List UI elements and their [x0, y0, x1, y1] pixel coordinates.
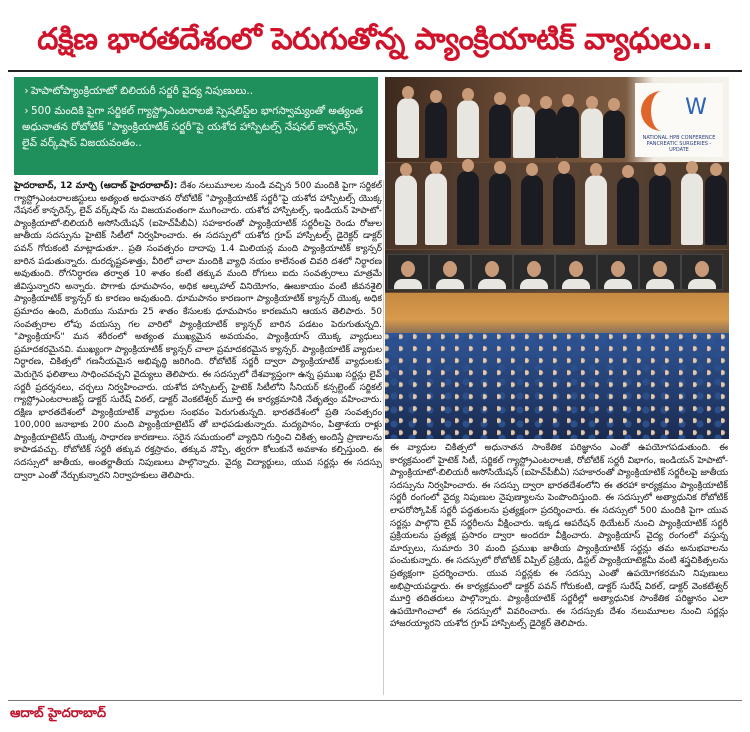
logo-swoosh-icon	[641, 91, 683, 131]
speaker-tile	[681, 254, 723, 290]
person-figure	[513, 106, 535, 158]
logo-text: NATIONAL HPB CONFERENCE PANCREATIC SURGERIES - UPDATE	[642, 135, 716, 153]
person-figure	[617, 177, 639, 245]
bullet-icon: ›	[24, 105, 29, 117]
conference-logo	[635, 83, 723, 157]
headline-rule	[8, 70, 742, 72]
person-figure	[457, 100, 479, 158]
article-text-left: దేశం నలుమూలల నుండి వచ్చిన 500 మందికి పైగా సర్జికల్ గ్యాస్ట్రోఎంటరాలజిస్టులు అత్యంత అధునాతన రోబోటిక్ "ప్యాంక్రియాటిక్ సర్జరీ"పై యశోద హాస్పిటల్స్ యొక్క నేషనల్ కాన్ఫరెన్స్, లైవ్ వర్క్‌షాప్ ను విజయవంతంగా ముగించారు. యశోద హాస్పిటల్స్, ఇండియన్ హెపాటో-ప్యాంక్రియాటో-బిలియరీ అసోసియేషన్ (ఐహెచ్‌పీబీఏ) సహకారంతో ప్యాంక్రియాటిక్ సర్జరీలపై రెండు రోజుల జాతీయ సదస్సును హైటెక్ సిటీలో నిర్వహించారు. ఈ సదస్సులో యశోద గ్రూప్ హాస్పిటల్స్ డైరెక్టర్ డాక్టర్ పవన్ గోరుకంటి మాట్లాడుతూ.. ప్రతి సంవత్సరం దాదాపు 1.4 మిలియన్ల మంది ప్యాంక్రియాటిక్ క్యాన్సర్ బారిన పడుతున్నారు. దురదృష్టవశాత్తు, వీరిలో చాలా మందికి వ్యాధి నయం కాలేనంత చివరి దశలో నిర్ధారణ అవుతుంది. రోగనిర్ధారణ తర్వాత 10 శాతం కంటే తక్కువ మంది రోగులు ఐదు సంవత్సరాలు మాత్రమే జీవిస్తున్నారని అన్నారు. పొగాకు ధూమపానం, అధిక ఆల్కహాల్ వినియోగం, ఊబకాయం వంటి జీవనశైలి ప్యాంక్రియాటిక్ క్యాన్సర్ కు కారణం అవుతుంది. ధూమపానం కారణంగా ప్యాంక్రియాటిక్ క్యాన్సర్ యొక్క అధిక ప్రమాదం ఉంది, మరియు సుమారు 25 శాతం కేసులకు ధూమపానం కారణమని ఆయన తెలిపారు. 50 సంవత్సరాల లోపు వయస్సు గల వారిలో ప్యాంక్రియాటిక్ క్యాన్సర్ బారిన పడటం పెరుగుతున్నది. "ప్యాంక్రియాస్" మన శరీరంలో అత్యంత ముఖ్యమైన అవయవం, ప్యాంక్రియాస్ యొక్క వ్యాధులు ప్రమాదకరమైనవి. ముఖ్యంగా ప్యాంక్రియాటిక్ క్యాన్సర్ చాలా ప్రమాదకరమైన క్యాన్సర్. ప్యాంక్రియాటిక్ వ్యాధుల నిర్ధారణ, చికిత్సలో గణనీయమైన అభివృద్ధి జరిగింది. రోబోటిక్ సర్జరీ ద్వారా ప్యాంక్రియాటిక్ వ్యాధులకు మెరుగైన ఫలితాలు సాధించవచ్చని వైద్యులు తెలిపారు. ఈ సదస్సులో దేశవ్యాప్తంగా ఉన్న ప్రముఖ సర్జన్లు లైవ్ సర్జరీ ప్రదర్శనలు, చర్చలు నిర్వహించారు. యశోద హాస్పిటల్స్ హైటెక్ సిటీలోని సీనియర్ కన్సల్టెంట్ సర్జికల్ గ్యాస్ట్రోఎంటరాలజిస్ట్ డాక్టర్ సురేష్ విఠల్, డాక్టర్ వెంకటేశ్వర్ మూర్తి ఈ కార్యక్రమానికి నేతృత్వం వహించారు. దక్షిణ భారతదేశంలో ప్యాంక్రియాటిక్ వ్యాధుల సంభవం పెరుగుతున్నది. భారతదేశంలో ప్రతి సంవత్సరం 100,000 జనాభాకు 200 మంది ప్యాంక్రియాటైటిస్ తో బాధపడుతున్నారు. మద్యపానం, పిత్తాశయ రాళ్లు ప్యాంక్రియాటైటిస్ యొక్క సాధారణ కారణాలు. సరైన సమయంలో వ్యాధిని గుర్తించి చికిత్స అందిస్తే ప్రాణాలను కాపాడవచ్చు. రోబోటిక్ సర్జరీ తక్కువ రక్తస్రావం, తక్కువ నొప్పి, త్వరగా కోలుకునే అవకాశం కల్పిస్తుంది. ఈ సదస్సులో జాతీయ, అంతర్జాతీయ నిపుణులు పాల్గొన్నారు. వైద్య విద్యార్థులు, యువ సర్జన్లు ఈ సదస్సు ద్వారా ఎంతో నేర్చుకున్నారని నిర్వాహకులు తెలిపారు.	[14, 181, 382, 481]
dateline: హైదరాబాద్, 12 మార్చి (ఆదాబ్ హైదరాబాద్):	[14, 181, 178, 191]
person-figure	[557, 106, 579, 158]
deck-text-2: 500 మందికి పైగా సర్జికల్ గ్యాస్ట్రోఎంటరాలజీ స్పెషలిస్ట్‌ల భాగస్వామ్యంతో అత్యంత అధునాతన రోబోటిక్ "ప్యాంక్రియాటిక్ సర్జరీ"పై యశోద హాస్పిటల్స్ నేషనల్ కాన్ఫరెన్స్, లైవ్ వర్క్‌షాప్ విజయవంతం..	[22, 105, 363, 149]
photo-lamp-lighting	[385, 77, 729, 162]
person-figure	[581, 108, 603, 158]
person-figure	[649, 175, 671, 245]
speaker-tile	[555, 254, 597, 290]
person-figure	[705, 175, 727, 245]
speaker-tile	[387, 254, 429, 290]
speaker-tile	[471, 254, 513, 290]
source-credit: ఆదాబ్ హైదరాబాద్	[10, 706, 107, 721]
person-figure	[585, 175, 607, 245]
photo-speaker-tiles	[385, 250, 729, 292]
article-body-right: ఈ వ్యాధుల చికిత్సలో అధునాతన సాంకేతిక పరిజ్ఞానం ఎంతో ఉపయోగపడుతుంది. ఈ కార్యక్రమంలో హైటెక్ సిటీ, సర్జికల్ గ్యాస్ట్రోఎంటరాలజీ, రోబోటిక్ సర్జరీ విభాగం, ఇండియన్ హెపాటో-ప్యాంక్రియాటో-బిలియరీ అసోసియేషన్ (ఐహెచ్‌పీబీఏ) సహకారంతో ప్యాంక్రియాటిక్ సర్జరీలపై జాతీయ సదస్సును నిర్వహించారు. ఈ సదస్సు ద్వారా భారతదేశంలోని ఈ తరహా కార్యక్రమం ప్యాంక్రియాటిక్ సర్జరీ రంగంలో వైద్య నిపుణుల నైపుణ్యాలను పెంపొందిస్తుంది. ఈ సదస్సులో అత్యాధునిక రోబోటిక్ లాపరోస్కోపిక్ సర్జరీ పద్ధతులను ప్రత్యక్షంగా ప్రదర్శించారు. ఈ సదస్సులో 500 మందికి పైగా యువ సర్జన్లు పాల్గొని లైవ్ సర్జరీలను వీక్షించారు. ఇక్కడ ఆపరేషన్ థియేటర్ నుంచి ప్యాంక్రియాటిక్ సర్జరీ ప్రక్రియలను ప్రత్యక్ష ప్రసారం ద్వారా అందరూ వీక్షించారు. ప్యాంక్రియాస్ వైద్య రంగంలో వస్తున్న మార్పులు, సుమారు 30 మంది ప్రముఖ జాతీయ ప్యాంక్రియాటిక్ సర్జన్లు తమ అనుభవాలను పంచుకున్నారు. ఈ సదస్సులో రోబోటిక్ విప్పిల్ ప్రక్రియ, డిస్టల్ ప్యాంక్రియాటెక్టమీ వంటి శస్త్రచికిత్సలను ప్రత్యక్షంగా ప్రదర్శించారు. యువ సర్జన్లకు ఈ సదస్సు ఎంతో ఉపయోగకరమని నిపుణులు అభిప్రాయపడ్డారు. ఈ కార్యక్రమంలో డాక్టర్ పవన్ గోరుకంటి, డాక్టర్ సురేష్ విఠల్, డాక్టర్ వెంకటేశ్వర్ మూర్తి తదితరులు పాల్గొన్నారు. ప్యాంక్రియాటిక్ సర్జరీల్లో అత్యాధునిక సాంకేతిక పరిజ్ఞానం ఎలా ఉపయోగించాలో ఈ సదస్సులో వివరించారు. ఈ సదస్సుకు దేశం నలుమూలల నుంచి సర్జన్లు హాజరయ్యారని యశోద గ్రూప్ హాస్పిటల్స్ డైరెక్టర్ తెలిపారు.	[390, 443, 728, 630]
person-figure	[535, 108, 557, 158]
deck-text-1: హెపాటోప్యాంక్రియాటో బిలియరీ సర్జరీ వైద్య నిపుణులు..	[31, 85, 254, 97]
article-body-left	[14, 180, 382, 695]
photo-auditorium-audience	[385, 293, 729, 439]
person-figure	[425, 102, 447, 158]
column-divider	[383, 180, 384, 695]
speaker-tile	[597, 254, 639, 290]
audience-crowd	[385, 333, 729, 439]
speaker-tile	[429, 254, 471, 290]
deck-line-1	[22, 83, 370, 99]
logo-w-icon: W	[685, 95, 707, 120]
person-figure	[521, 175, 543, 245]
deck-line-2	[22, 103, 370, 151]
headline: దక్షిణ భారతదేశంలో పెరుగుతోన్న ప్యాంక్రియాటిక్ వ్యాధులు..	[37, 22, 713, 57]
speaker-tile	[513, 254, 555, 290]
speaker-tile	[639, 254, 681, 290]
person-figure	[397, 98, 419, 158]
person-figure	[395, 175, 417, 245]
event-photo-collage	[385, 77, 729, 439]
person-figure	[553, 173, 575, 245]
deck-box	[14, 77, 378, 175]
person-figure	[603, 110, 625, 158]
person-figure	[425, 173, 447, 245]
footer-rule	[8, 700, 742, 701]
person-figure	[681, 173, 703, 245]
bullet-icon: ›	[24, 85, 29, 97]
person-figure	[457, 171, 479, 245]
person-figure	[489, 173, 511, 245]
photo-group-portrait	[385, 163, 729, 249]
person-figure	[489, 104, 511, 158]
